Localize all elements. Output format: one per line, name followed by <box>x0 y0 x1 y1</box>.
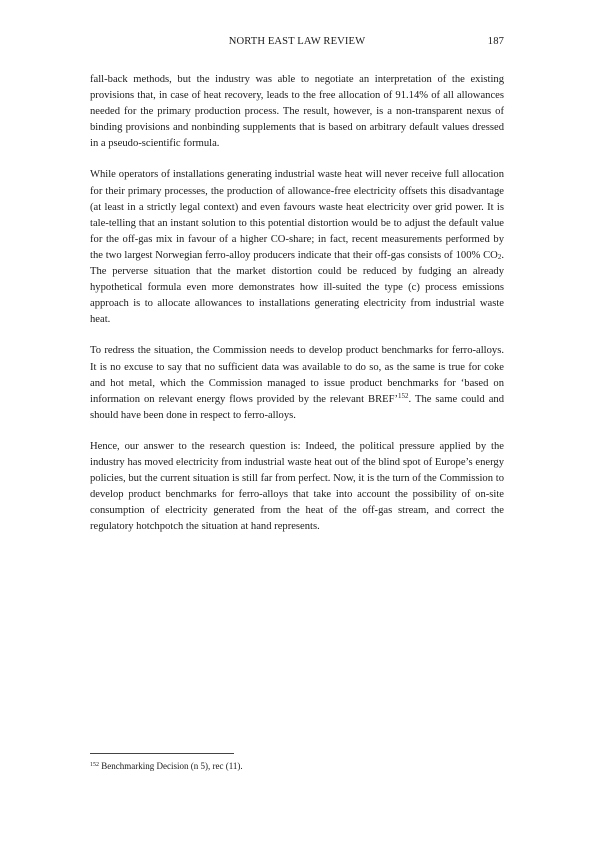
footnote-reference[interactable]: 152 <box>398 391 409 400</box>
paragraph-3 <box>90 343 504 423</box>
paragraph-3-text-b: . The same could and should have been done in respect to ferro-alloys. <box>90 393 504 421</box>
paragraph-3-text-a: To redress the situation, the Commission needs to develop product benchmarks for ferro-alloys. It is no excuse to say that no sufficient data was available to do so, as the same is true for coke and hot metal, which the Commission managed to issue product benchmarks for ‘based on information on relevant energy flows provided by the relevant BREF’ <box>90 345 504 405</box>
footnote-number: 152 <box>90 762 99 768</box>
paragraph-2-text-a: While operators of installations generating industrial waste heat will never receive full allocation for their primary processes, the production of allowance-free electricity offsets this disadvantage (at least in a strictly legal context) and even favours waste heat electricity over grid power. It is tale-telling that an instant solution to this potential distortion would be to adjust the default value for the off-gas mix in favour of a higher CO-share; in fact, recent measurements performed by the two largest Norwegian ferro-alloy producers indicate that their off-gas consists of 100% CO <box>90 169 504 261</box>
co2-subscript: 2 <box>497 252 502 261</box>
journal-title: NORTH EAST LAW REVIEW <box>228 36 366 47</box>
paragraph-2 <box>90 167 504 328</box>
paragraph-4-text: Hence, our answer to the research question is: Indeed, the political pressure applied by the industry has moved electricity from industrial waste heat out of the blind spot of Europe’s energy policies, but the current situation is still far from perfect. Now, it is the turn of the Commission to develop product benchmarks for ferro-alloys that take into account the possibility of on-site consumption of electricity generated from the heat of the off-gas stream, and correct the regulatory hotchpotch the situation at hand represents. <box>90 440 504 533</box>
paragraph-2-text-b: . The perverse situation that the market distortion could be reduced by fudging an already hypothetical formula even more demonstrates how ill-suited the type (c) process emissions approach is to allocate allowances to installations generating electricity from industrial waste heat. <box>90 249 504 326</box>
footnote <box>90 761 504 772</box>
footnote-separator <box>90 753 234 754</box>
paragraph-4 <box>90 439 504 536</box>
paragraph-1-text: fall-back methods, but the industry was able to negotiate an interpretation of the existing provisions that, in case of heat recovery, leads to the free allocation of 91.14% of all allowances needed for the primary production process. The result, however, is a non-transparent nexus of binding provisions and nonbinding supplements that is based on arbitrary default values dressed in a pseudo-scientific formula. <box>90 74 504 150</box>
page-number: 187 <box>487 36 504 47</box>
paragraph-1 <box>90 72 504 152</box>
body-text <box>90 72 504 550</box>
footnote-text: Benchmarking Decision (n 5), rec (11). <box>99 761 243 771</box>
running-header <box>90 36 504 50</box>
